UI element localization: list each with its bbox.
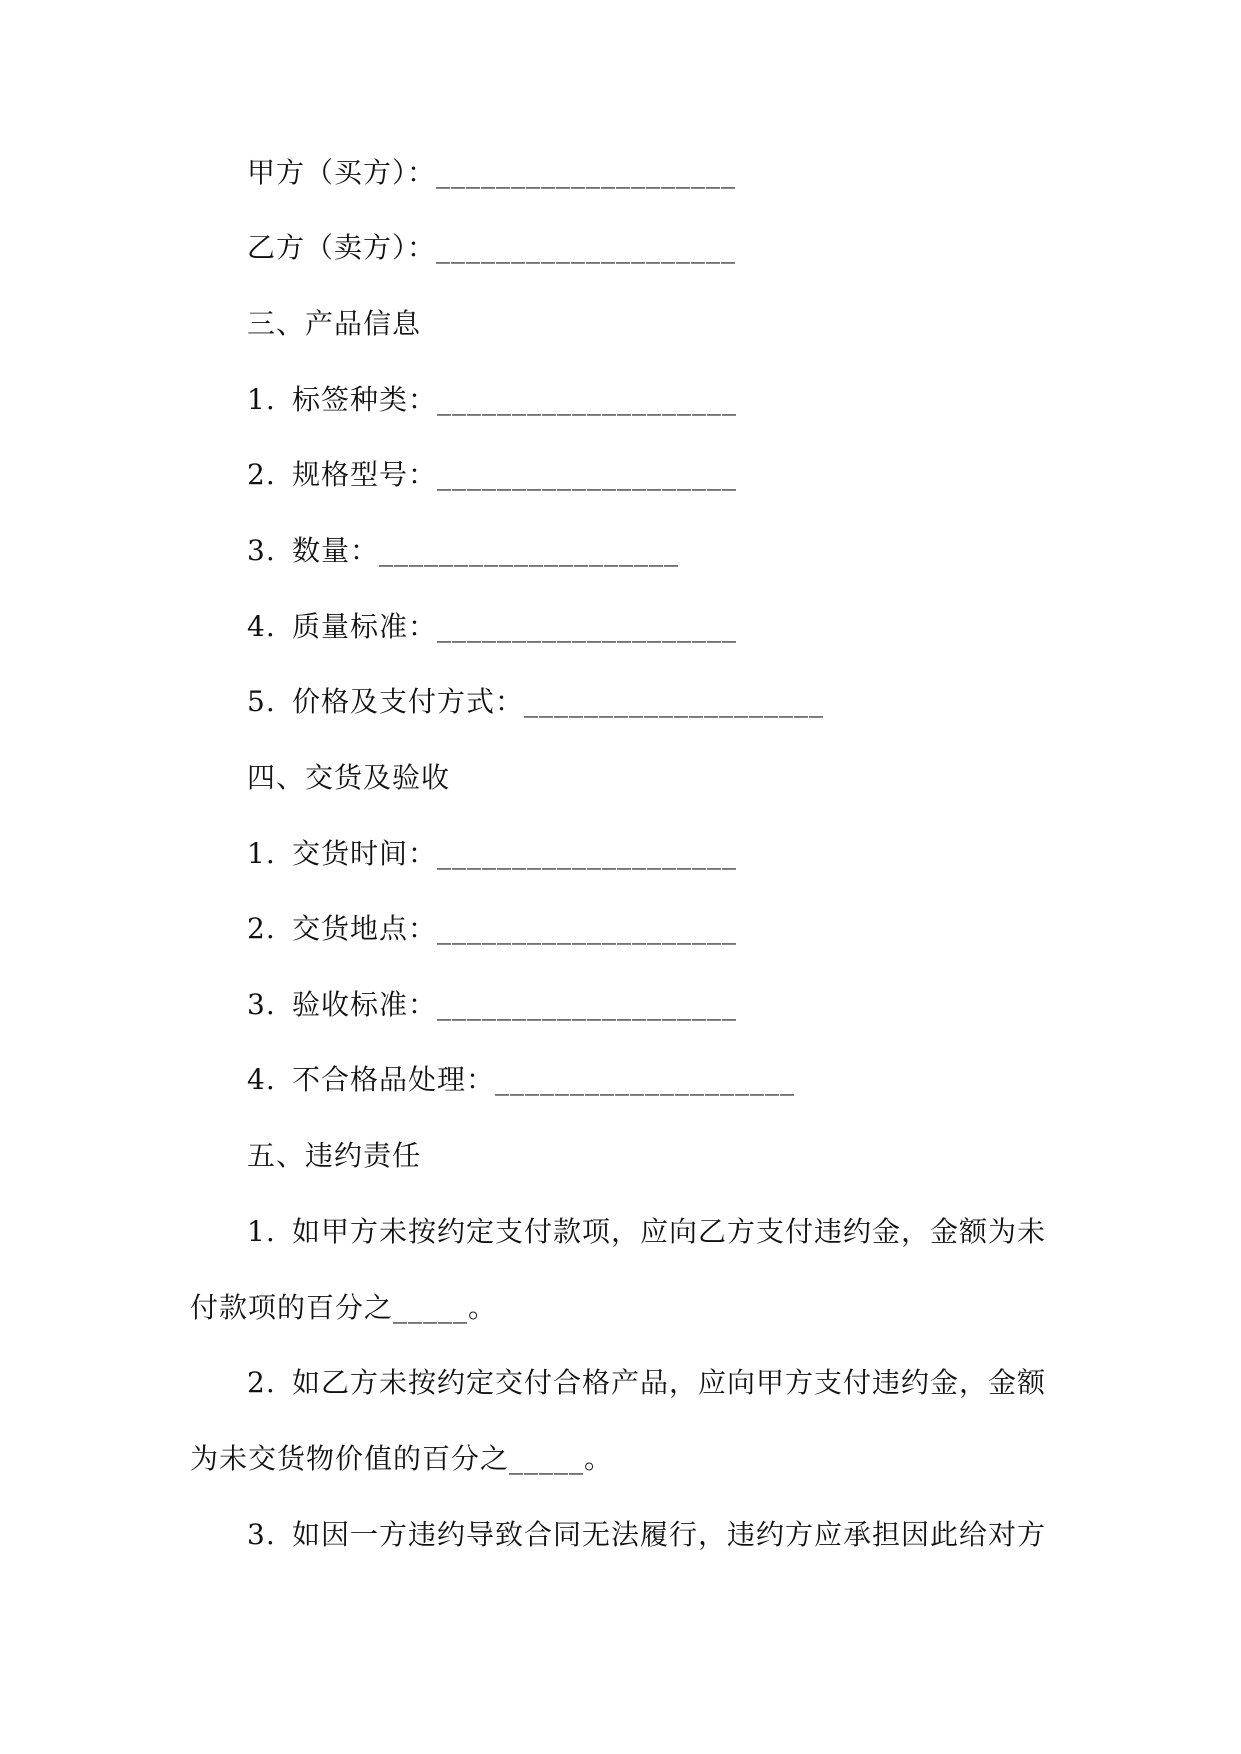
clause-number: 2. xyxy=(247,1366,276,1399)
section-heading-product-info: 三、产品信息 xyxy=(247,307,422,340)
clause-continuation: 为未交货物价值的百分之_____。 xyxy=(190,1442,614,1475)
item-number: 1. xyxy=(247,837,276,870)
item-number: 3. xyxy=(247,534,276,567)
list-item xyxy=(247,834,737,874)
item-text: 规格型号：____________________ xyxy=(292,458,738,491)
clause-first-line xyxy=(247,1212,1046,1252)
item-text: 验收标准：____________________ xyxy=(292,988,738,1021)
list-item xyxy=(247,380,737,420)
item-text: 数量：____________________ xyxy=(292,534,680,567)
item-text: 交货地点：____________________ xyxy=(292,912,738,945)
clause-first-line xyxy=(247,1515,1046,1555)
item-number: 4. xyxy=(247,610,276,643)
clause-number: 1. xyxy=(247,1215,276,1248)
clause-continuation: 付款项的百分之_____。 xyxy=(190,1291,498,1324)
clause-text: 如乙方未按约定交付合格产品，应向甲方支付违约金，金额 xyxy=(292,1366,1047,1399)
item-text: 质量标准：____________________ xyxy=(292,610,738,643)
item-number: 5. xyxy=(247,685,276,718)
list-item xyxy=(247,455,737,495)
clause-text: 如因一方违约导致合同无法履行，违约方应承担因此给对方 xyxy=(292,1518,1047,1551)
seller-field: 乙方（卖方）：____________________ xyxy=(247,231,737,264)
item-text: 交货时间：____________________ xyxy=(292,837,738,870)
list-item xyxy=(247,531,679,571)
list-item xyxy=(247,607,737,647)
clause-first-line xyxy=(247,1363,1046,1403)
list-item xyxy=(247,1060,795,1100)
list-item xyxy=(247,985,737,1025)
section-heading-liability: 五、违约责任 xyxy=(247,1139,422,1172)
list-item xyxy=(247,682,824,722)
section-heading-delivery: 四、交货及验收 xyxy=(247,761,451,794)
item-number: 4. xyxy=(247,1063,276,1096)
item-number: 1. xyxy=(247,383,276,416)
clause-text: 如甲方未按约定支付款项，应向乙方支付违约金，金额为未 xyxy=(292,1215,1047,1248)
item-number: 2. xyxy=(247,458,276,491)
item-text: 价格及支付方式：____________________ xyxy=(292,685,825,718)
item-number: 2. xyxy=(247,912,276,945)
buyer-field: 甲方（买方）：____________________ xyxy=(247,156,737,189)
item-text: 标签种类：____________________ xyxy=(292,383,738,416)
item-text: 不合格品处理：____________________ xyxy=(292,1063,796,1096)
clause-number: 3. xyxy=(247,1518,276,1551)
list-item xyxy=(247,909,737,949)
item-number: 3. xyxy=(247,988,276,1021)
